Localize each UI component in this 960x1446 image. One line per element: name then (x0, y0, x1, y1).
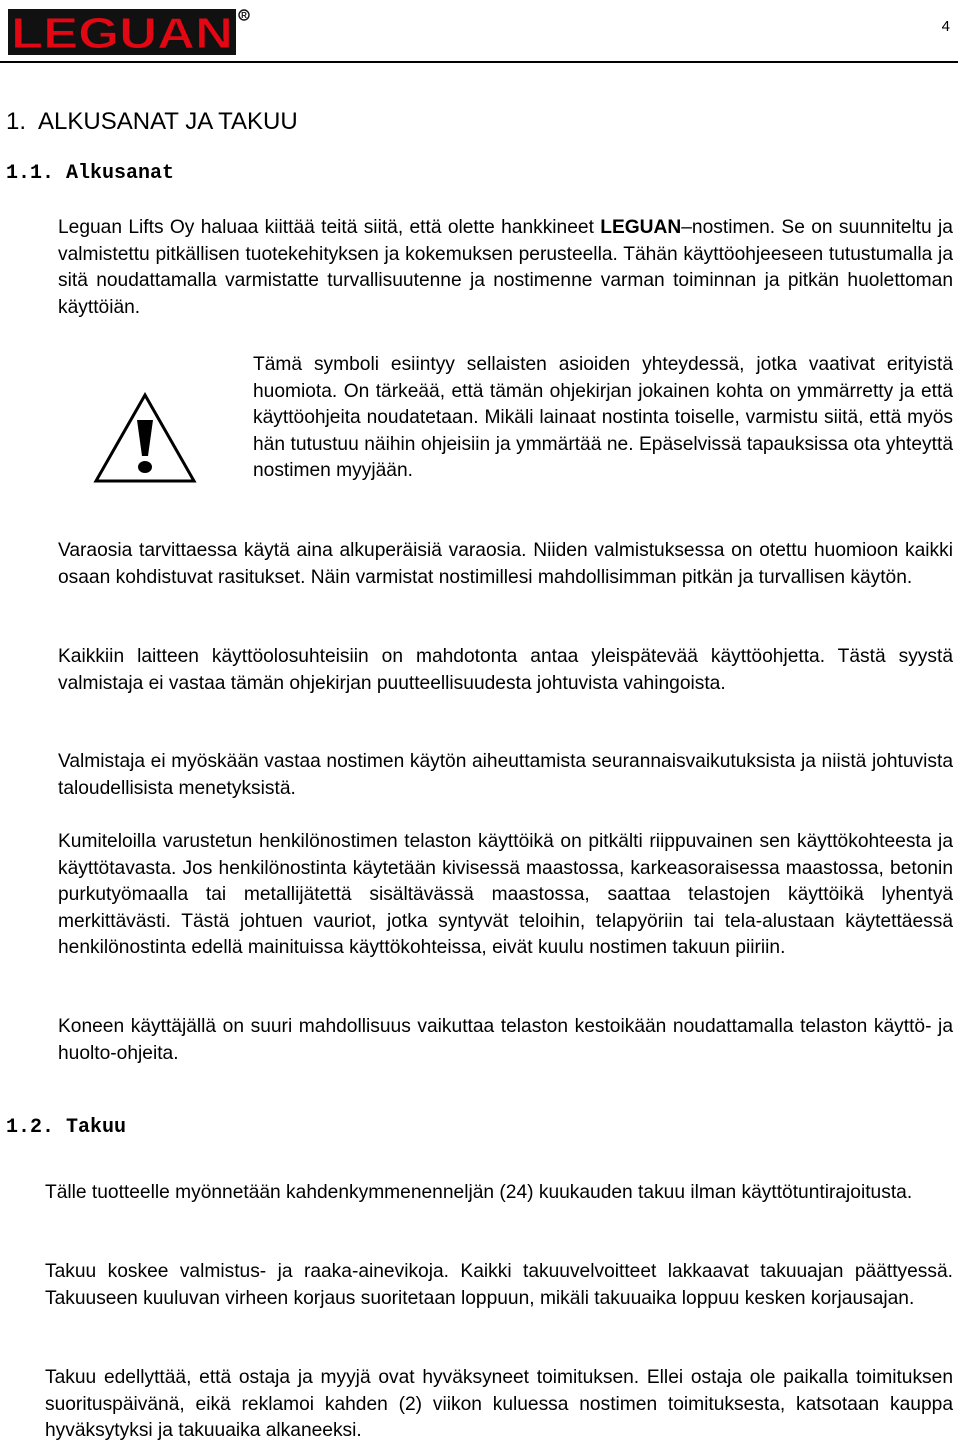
operating-conditions-paragraph: Kaikkiin laitteen käyttöolosuhteisiin on mahdotonta antaa yleispätevää käyttöohjetta. Tästä syystä valmistaja ei vastaa tämän ohjekirjan puutteellisuudesta johtuvista vahingoista. (58, 646, 953, 694)
warning-paragraph: Tämä symboli esiintyy sellaisten asioiden yhteydessä, jotka vaativat erityistä huomiota. On tärkeää, että tämän ohjekirjan jokainen kohta on ymmärretty ja että käyttöohjeita noudatetaan. Mikäli lainaat nostinta toiselle, varmistu siitä, että myös hän tutustuu näihin ohjeisiin ja ymmärtää ne. Epäselvissä tapauksissa ota yhteyttä nostimen myyjään. (253, 354, 953, 481)
intro-text-b: –nostimen. Se on suunniteltu ja valmistettu pitkällisen tuotekehityksen ja kokemuksen perusteella. Tähän käyttöohjeeseen tutustumalla ja sitä noudattamalla varmistatte turvallisuutenne ja nostimenne varman toiminnan ja pitkän huolettoman käyttöiän. (58, 217, 953, 318)
svg-text:R: R (241, 11, 247, 20)
warranty-acceptance-paragraph: Takuu edellyttää, että ostaja ja myyjä ovat hyväksyneet toimituksen. Ellei ostaja ole paikalla toimituksen suorituspäivänä, eikä reklamoi kahden (2) viikon kuluessa nostimen toimituksesta, katsotaan kauppa hyväksytyksi ja takuuaika alkaneeksi. (45, 1367, 953, 1441)
svg-text:LEGUAN: LEGUAN (11, 9, 234, 58)
subsection-title-takuu: 1.2. Takuu (6, 1116, 127, 1139)
user-influence-paragraph: Koneen käyttäjällä on suuri mahdollisuus vaikuttaa telaston kestoikään noudattamalla telaston käyttö- ja huolto-ohjeita. (58, 1016, 953, 1064)
page-header (0, 0, 960, 64)
intro-brand: LEGUAN (600, 217, 682, 238)
subsection-title-alkusanat: 1.1. Alkusanat (6, 162, 175, 185)
intro-text-a: Leguan Lifts Oy haluaa kiittää teitä siitä, että olette hankkineet (58, 217, 601, 238)
intro-paragraph (58, 215, 953, 321)
track-lifetime-paragraph: Kumiteloilla varustetun henkilönostimen telaston käyttöikä on pitkälti riippuvainen sen käyttökohteesta ja käyttötavasta. Jos henkilönostinta käytetään kivisessä maastossa, karkeasoraisessa maastossa, betonin purkutyömaalla tai metallijätettä sisältävässä maastossa, saattaa telastojen käyttöikä lyhentyä merkittävästi. Tästä johtuen vauriot, jotka syntyvät teloihin, telapyöriin tai tela-alustaan käytettäessä henkilönostinta edellä mainituissa käyttökohteissa, eivät kuulu nostimen takuun piiriin. (58, 831, 953, 958)
header-rule (0, 61, 958, 63)
section-title-alkusanat-ja-takuu: 1. ALKUSANAT JA TAKUU (6, 108, 298, 135)
warranty-scope-paragraph: Takuu koskee valmistus- ja raaka-ainevikoja. Kaikki takuuvelvoitteet lakkaavat takuuajan päättyessä. Takuuseen kuuluvan virheen korjaus suoritetaan loppuun, mikäli takuuaika loppuu kesken korjausajan. (45, 1261, 953, 1309)
liability-paragraph: Valmistaja ei myöskään vastaa nostimen käytön aiheuttamista seurannaisvaikutuksista ja niistä johtuvista taloudellisista menetyksistä. (58, 751, 953, 799)
warranty-period-paragraph: Tälle tuotteelle myönnetään kahdenkymmenenneljän (24) kuukauden takuu ilman käyttötuntirajoitusta. (45, 1182, 913, 1203)
spare-parts-paragraph: Varaosia tarvittaessa käytä aina alkuperäisiä varaosia. Niiden valmistuksessa on otettu huomioon kaikki osaan kohdistuvat rasitukset. Näin varmistat nostimillesi mahdollisimman pitkän ja turvallisen käytön. (58, 540, 953, 588)
warning-triangle-icon (93, 392, 197, 484)
leguan-logo (6, 6, 250, 58)
page-number: 4 (941, 18, 950, 35)
